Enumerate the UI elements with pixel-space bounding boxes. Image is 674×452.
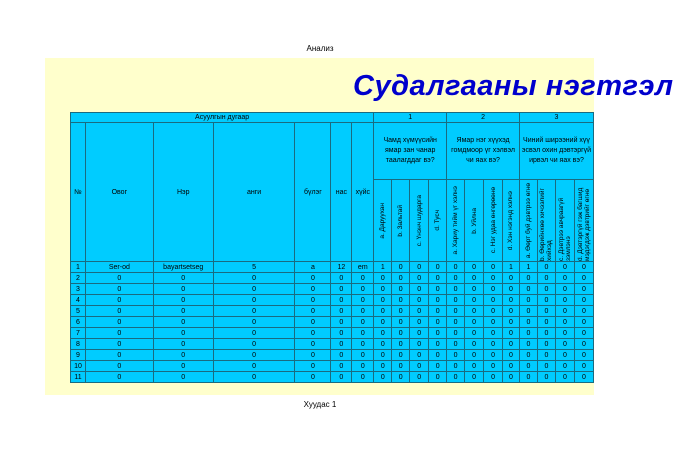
table-cell[interactable]: 0 xyxy=(352,273,374,284)
table-cell[interactable]: 0 xyxy=(392,262,410,273)
table-cell[interactable]: 0 xyxy=(574,262,593,273)
answer-option-header xyxy=(519,180,537,262)
table-cell[interactable]: 0 xyxy=(153,284,213,295)
table-cell[interactable]: 0 xyxy=(503,361,520,372)
table-cell[interactable]: 0 xyxy=(537,262,555,273)
table-cell[interactable]: 0 xyxy=(447,295,465,306)
table-cell[interactable]: 0 xyxy=(352,361,374,372)
table-cell[interactable]: 0 xyxy=(555,328,574,339)
table-cell[interactable]: 0 xyxy=(555,306,574,317)
table-cell[interactable]: 0 xyxy=(352,328,374,339)
table-cell[interactable]: 0 xyxy=(555,339,574,350)
table-cell[interactable]: 0 xyxy=(429,262,447,273)
table-cell[interactable]: 0 xyxy=(519,317,537,328)
table-cell[interactable]: 0 xyxy=(392,273,410,284)
table-cell[interactable]: 0 xyxy=(410,328,429,339)
table-cell[interactable]: bayartsetseg xyxy=(153,262,213,273)
table-cell[interactable]: 0 xyxy=(465,328,484,339)
table-cell[interactable]: 0 xyxy=(295,372,331,383)
table-cell[interactable]: em xyxy=(352,262,374,273)
table-cell[interactable]: 0 xyxy=(484,273,503,284)
table-cell[interactable]: 0 xyxy=(331,372,352,383)
table-row xyxy=(71,317,594,328)
table-cell[interactable]: 0 xyxy=(429,317,447,328)
table-cell[interactable]: 0 xyxy=(352,317,374,328)
table-cell[interactable]: 0 xyxy=(85,295,153,306)
table-cell[interactable]: 0 xyxy=(392,339,410,350)
table-cell[interactable]: 0 xyxy=(374,284,392,295)
table-cell[interactable]: 0 xyxy=(295,361,331,372)
table-cell[interactable]: 0 xyxy=(352,350,374,361)
table-cell[interactable]: 0 xyxy=(555,262,574,273)
table-cell[interactable]: 0 xyxy=(555,372,574,383)
table-cell[interactable]: 0 xyxy=(213,339,295,350)
table-cell[interactable]: 0 xyxy=(519,284,537,295)
table-cell[interactable]: 0 xyxy=(85,306,153,317)
table-cell[interactable]: 0 xyxy=(503,306,520,317)
column-header: Нэр xyxy=(153,123,213,262)
table-cell[interactable]: 0 xyxy=(392,328,410,339)
table-cell[interactable]: 0 xyxy=(503,295,520,306)
answer-option-label: c. Нэг удаа өнгөрөөнө xyxy=(489,187,497,254)
table-cell[interactable]: 0 xyxy=(295,273,331,284)
table-cell[interactable]: 0 xyxy=(295,328,331,339)
table-cell[interactable]: 0 xyxy=(484,328,503,339)
table-cell[interactable]: 0 xyxy=(465,350,484,361)
table-cell[interactable]: 0 xyxy=(331,350,352,361)
table-cell[interactable]: 0 xyxy=(295,284,331,295)
table-cell[interactable]: 0 xyxy=(374,273,392,284)
answer-option-label: d. Дэвтэргүй гэж багшид мэдэгдэж дэвтрийг өгнө xyxy=(576,187,591,261)
column-header: Овог xyxy=(85,123,153,262)
table-cell[interactable]: 0 xyxy=(429,350,447,361)
table-cell[interactable]: 0 xyxy=(429,273,447,284)
table-cell[interactable]: 0 xyxy=(574,339,593,350)
table-cell[interactable]: 0 xyxy=(574,317,593,328)
column-header: бүлэг xyxy=(295,123,331,262)
table-cell[interactable]: 0 xyxy=(331,317,352,328)
table-cell[interactable]: 0 xyxy=(537,372,555,383)
table-cell[interactable]: 0 xyxy=(574,295,593,306)
table-cell[interactable]: 0 xyxy=(331,306,352,317)
table-cell[interactable]: 0 xyxy=(484,361,503,372)
column-header: анги xyxy=(213,123,295,262)
table-cell[interactable]: 0 xyxy=(465,273,484,284)
table-cell[interactable]: 0 xyxy=(537,361,555,372)
table-cell[interactable]: 6 xyxy=(71,317,86,328)
answer-option-header xyxy=(503,180,520,262)
table-cell[interactable]: 0 xyxy=(447,350,465,361)
table-cell[interactable]: 0 xyxy=(410,317,429,328)
table-cell[interactable]: 0 xyxy=(352,372,374,383)
table-cell[interactable]: 1 xyxy=(519,262,537,273)
table-cell[interactable]: 11 xyxy=(71,372,86,383)
table-cell[interactable]: 0 xyxy=(410,284,429,295)
spreadsheet-area xyxy=(45,58,674,395)
table-cell[interactable]: 0 xyxy=(447,284,465,295)
table-cell[interactable]: 0 xyxy=(153,317,213,328)
answer-option-header xyxy=(374,180,392,262)
table-cell[interactable]: 0 xyxy=(574,328,593,339)
table-row xyxy=(71,295,594,306)
table-cell[interactable]: 0 xyxy=(447,361,465,372)
table-cell[interactable]: 0 xyxy=(153,339,213,350)
table-cell[interactable]: 0 xyxy=(503,273,520,284)
table-cell[interactable]: 0 xyxy=(574,350,593,361)
table-cell[interactable]: 0 xyxy=(519,306,537,317)
column-header: нас xyxy=(331,123,352,262)
table-cell[interactable]: 0 xyxy=(465,339,484,350)
table-cell[interactable]: 1 xyxy=(374,262,392,273)
question-text: Ямар нэг хүүхэд гомдмоор үг хэлвэл чи яах вэ? xyxy=(447,123,520,180)
table-cell[interactable]: 1 xyxy=(503,262,520,273)
answer-option-header xyxy=(392,180,410,262)
table-cell[interactable]: 0 xyxy=(537,317,555,328)
table-cell[interactable]: 0 xyxy=(429,339,447,350)
table-cell[interactable]: 0 xyxy=(484,339,503,350)
table-cell[interactable]: 0 xyxy=(374,306,392,317)
table-row xyxy=(71,273,594,284)
answer-option-label: b. Уйлна xyxy=(470,207,478,234)
table-cell[interactable]: 0 xyxy=(574,361,593,372)
table-row xyxy=(71,361,594,372)
table-cell[interactable]: 0 xyxy=(331,328,352,339)
table-cell[interactable]: 0 xyxy=(574,306,593,317)
answer-option-label: a. Даруухан xyxy=(379,202,387,239)
table-cell[interactable]: 0 xyxy=(519,361,537,372)
answer-option-label: b. Өөрийнхөө хичээлийг хийхэд xyxy=(539,187,554,261)
table-cell[interactable]: 0 xyxy=(374,372,392,383)
table-cell[interactable]: 0 xyxy=(555,295,574,306)
answer-option-header xyxy=(555,180,574,262)
table-cell[interactable]: 0 xyxy=(410,361,429,372)
table-cell[interactable]: 5 xyxy=(213,262,295,273)
table-cell[interactable]: 0 xyxy=(537,306,555,317)
table-row xyxy=(71,372,594,383)
table-cell[interactable]: 0 xyxy=(153,295,213,306)
table-cell[interactable]: 0 xyxy=(465,306,484,317)
table-cell[interactable]: 0 xyxy=(447,273,465,284)
table-cell[interactable]: 0 xyxy=(519,328,537,339)
table-cell[interactable]: 0 xyxy=(537,339,555,350)
table-cell[interactable]: 0 xyxy=(465,284,484,295)
table-cell[interactable]: 0 xyxy=(503,284,520,295)
table-cell[interactable]: 0 xyxy=(555,273,574,284)
table-cell[interactable]: 0 xyxy=(447,372,465,383)
report-title: Судалгааны нэгтгэл xyxy=(353,70,674,102)
table-cell[interactable]: 0 xyxy=(537,350,555,361)
table-cell[interactable]: a xyxy=(295,262,331,273)
table-cell[interactable]: 0 xyxy=(153,361,213,372)
page-footer: Хуудас 1 xyxy=(303,400,337,409)
survey-table xyxy=(70,112,594,383)
table-cell[interactable]: 0 xyxy=(447,306,465,317)
table-cell[interactable]: 7 xyxy=(71,328,86,339)
question-text: Чиний ширээний хүү эсвэл охин дэвтэргүй ирвэл чи яах вэ? xyxy=(519,123,593,180)
question-text: Чамд хүмүүсийн ямар зан чанар таалагддаг вэ? xyxy=(374,123,447,180)
table-cell[interactable]: 1 xyxy=(71,262,86,273)
table-cell[interactable]: 0 xyxy=(331,284,352,295)
table-cell[interactable]: 0 xyxy=(295,306,331,317)
table-cell[interactable]: 0 xyxy=(352,306,374,317)
table-cell[interactable]: 0 xyxy=(331,361,352,372)
table-cell[interactable]: 0 xyxy=(574,372,593,383)
table-cell[interactable]: 4 xyxy=(71,295,86,306)
table-cell[interactable]: 0 xyxy=(213,350,295,361)
table-cell[interactable]: 0 xyxy=(213,295,295,306)
table-cell[interactable]: 0 xyxy=(410,295,429,306)
table-row xyxy=(71,328,594,339)
table-cell[interactable]: 0 xyxy=(429,295,447,306)
table-cell[interactable]: 0 xyxy=(537,295,555,306)
table-cell[interactable]: 0 xyxy=(153,328,213,339)
table-cell[interactable]: 0 xyxy=(153,273,213,284)
answer-option-header xyxy=(574,180,593,262)
table-cell[interactable]: 0 xyxy=(429,372,447,383)
answer-option-header xyxy=(465,180,484,262)
table-cell[interactable]: 0 xyxy=(392,306,410,317)
table-cell[interactable]: 0 xyxy=(374,328,392,339)
table-cell[interactable]: 0 xyxy=(429,361,447,372)
table-cell[interactable]: 0 xyxy=(85,273,153,284)
answer-option-label: b. Зальтай xyxy=(397,204,405,237)
table-cell[interactable]: 0 xyxy=(519,339,537,350)
table-cell[interactable]: 0 xyxy=(352,284,374,295)
table-cell[interactable]: 0 xyxy=(374,317,392,328)
table-cell[interactable]: 0 xyxy=(429,284,447,295)
table-cell[interactable]: 0 xyxy=(295,317,331,328)
answer-option-label: c. Үнэнч шударга xyxy=(415,194,423,247)
table-cell[interactable]: 0 xyxy=(331,339,352,350)
table-cell[interactable]: 0 xyxy=(331,295,352,306)
table-cell[interactable]: 12 xyxy=(331,262,352,273)
table-cell[interactable]: 0 xyxy=(519,372,537,383)
table-cell[interactable]: 0 xyxy=(410,372,429,383)
question-number: 2 xyxy=(447,113,520,123)
table-cell[interactable]: 0 xyxy=(85,339,153,350)
table-cell[interactable]: 0 xyxy=(392,350,410,361)
table-cell[interactable]: 0 xyxy=(85,317,153,328)
answer-option-header xyxy=(537,180,555,262)
table-cell[interactable]: 0 xyxy=(392,372,410,383)
table-cell[interactable]: 0 xyxy=(153,350,213,361)
table-cell[interactable]: 0 xyxy=(374,361,392,372)
answer-option-label: c. Дэвтрээ авчраагүй зэмлэнэ xyxy=(557,197,572,261)
answer-option-label: a. Хариу тийм үг хэлнэ xyxy=(452,186,460,255)
table-cell[interactable]: 5 xyxy=(71,306,86,317)
survey-number-label: Асуулгын дугаар xyxy=(71,113,374,123)
table-row xyxy=(71,306,594,317)
table-cell[interactable]: 8 xyxy=(71,339,86,350)
table-cell[interactable]: 0 xyxy=(555,317,574,328)
table-cell[interactable]: 0 xyxy=(484,295,503,306)
table-cell[interactable]: 9 xyxy=(71,350,86,361)
answer-option-label: a. Өөрт буй дэвтрээ өгнө xyxy=(524,182,532,259)
table-cell[interactable]: 0 xyxy=(555,350,574,361)
table-cell[interactable]: 0 xyxy=(503,317,520,328)
table-cell[interactable]: 0 xyxy=(213,372,295,383)
table-cell[interactable]: 0 xyxy=(503,350,520,361)
table-cell[interactable]: 0 xyxy=(519,295,537,306)
table-cell[interactable]: 0 xyxy=(447,262,465,273)
table-row xyxy=(71,262,594,273)
table-row xyxy=(71,284,594,295)
column-header: № xyxy=(71,123,86,262)
table-cell[interactable]: 0 xyxy=(447,328,465,339)
table-cell[interactable]: 0 xyxy=(465,317,484,328)
table-row xyxy=(71,350,594,361)
table-cell[interactable]: 0 xyxy=(537,328,555,339)
table-cell[interactable]: 0 xyxy=(410,339,429,350)
table-cell[interactable]: 0 xyxy=(519,350,537,361)
table-cell[interactable]: 0 xyxy=(153,306,213,317)
column-header: хүйс xyxy=(352,123,374,262)
table-cell[interactable]: 0 xyxy=(352,295,374,306)
table-cell[interactable]: 0 xyxy=(213,306,295,317)
table-cell[interactable]: 0 xyxy=(484,350,503,361)
table-cell[interactable]: 0 xyxy=(213,317,295,328)
table-cell[interactable]: 0 xyxy=(574,273,593,284)
table-cell[interactable]: Ser-od xyxy=(85,262,153,273)
table-cell[interactable]: 0 xyxy=(374,295,392,306)
table-cell[interactable]: 0 xyxy=(392,295,410,306)
table-cell[interactable]: 0 xyxy=(410,350,429,361)
table-cell[interactable]: 0 xyxy=(465,262,484,273)
table-cell[interactable]: 0 xyxy=(555,284,574,295)
table-cell[interactable]: 0 xyxy=(374,339,392,350)
table-cell[interactable]: 0 xyxy=(85,284,153,295)
table-row xyxy=(71,339,594,350)
table-cell[interactable]: 0 xyxy=(213,284,295,295)
table-cell[interactable]: 0 xyxy=(503,339,520,350)
page-header: Анализ xyxy=(306,44,334,53)
table-cell[interactable]: 0 xyxy=(85,350,153,361)
table-cell[interactable]: 0 xyxy=(503,372,520,383)
table-cell[interactable]: 3 xyxy=(71,284,86,295)
table-cell[interactable]: 0 xyxy=(484,317,503,328)
table-cell[interactable]: 0 xyxy=(537,273,555,284)
table-cell[interactable]: 0 xyxy=(537,284,555,295)
table-cell[interactable]: 0 xyxy=(85,328,153,339)
answer-option-label: d. Хэн нэгэнд хэлнэ xyxy=(507,190,515,251)
table-cell[interactable]: 2 xyxy=(71,273,86,284)
answer-option-label: d. Тусч xyxy=(434,210,442,231)
table-cell[interactable]: 0 xyxy=(213,361,295,372)
table-cell[interactable]: 0 xyxy=(484,284,503,295)
table-cell[interactable]: 0 xyxy=(295,295,331,306)
table-cell[interactable]: 0 xyxy=(465,295,484,306)
table-cell[interactable]: 0 xyxy=(410,306,429,317)
table-cell[interactable]: 0 xyxy=(465,372,484,383)
table-cell[interactable]: 0 xyxy=(574,284,593,295)
table-cell[interactable]: 0 xyxy=(392,317,410,328)
table-cell[interactable]: 0 xyxy=(484,262,503,273)
table-cell[interactable]: 0 xyxy=(519,273,537,284)
table-cell[interactable]: 0 xyxy=(374,350,392,361)
answer-option-header xyxy=(429,180,447,262)
table-cell[interactable]: 0 xyxy=(392,284,410,295)
question-number: 1 xyxy=(374,113,447,123)
table-cell[interactable]: 0 xyxy=(447,339,465,350)
table-cell[interactable]: 0 xyxy=(410,262,429,273)
table-cell[interactable]: 0 xyxy=(295,350,331,361)
table-cell[interactable]: 0 xyxy=(85,372,153,383)
table-cell[interactable]: 0 xyxy=(213,328,295,339)
table-cell[interactable]: 0 xyxy=(429,306,447,317)
table-cell[interactable]: 0 xyxy=(503,328,520,339)
table-cell[interactable]: 0 xyxy=(331,273,352,284)
table-cell[interactable]: 0 xyxy=(447,317,465,328)
table-cell[interactable]: 0 xyxy=(392,361,410,372)
table-cell[interactable]: 0 xyxy=(484,306,503,317)
table-cell[interactable]: 0 xyxy=(429,328,447,339)
question-number: 3 xyxy=(519,113,593,123)
table-cell[interactable]: 0 xyxy=(352,339,374,350)
answer-option-header xyxy=(447,180,465,262)
table-cell[interactable]: 0 xyxy=(153,372,213,383)
table-cell[interactable]: 0 xyxy=(213,273,295,284)
table-cell[interactable]: 0 xyxy=(85,361,153,372)
table-cell[interactable]: 0 xyxy=(465,361,484,372)
table-cell[interactable]: 10 xyxy=(71,361,86,372)
answer-option-header xyxy=(484,180,503,262)
answer-option-header xyxy=(410,180,429,262)
table-cell[interactable]: 0 xyxy=(555,361,574,372)
table-cell[interactable]: 0 xyxy=(410,273,429,284)
table-cell[interactable]: 0 xyxy=(484,372,503,383)
table-cell[interactable]: 0 xyxy=(295,339,331,350)
